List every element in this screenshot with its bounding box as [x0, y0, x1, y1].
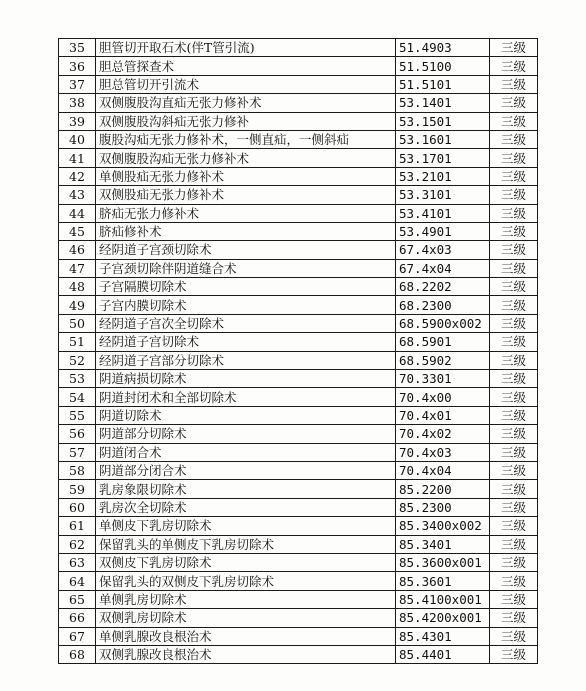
- procedure-code-cell: 53.1501: [396, 112, 490, 130]
- table-row: [59, 388, 538, 406]
- table-row: [59, 609, 538, 627]
- row-number-cell: 46: [59, 241, 96, 259]
- row-number-cell: 48: [59, 278, 96, 296]
- surgery-level-cell: 三级: [490, 278, 538, 296]
- surgery-level-cell: 三级: [490, 609, 538, 627]
- procedure-code-cell: 85.4401: [396, 645, 490, 663]
- table-row: [59, 259, 538, 277]
- surgery-level-cell: 三级: [490, 388, 538, 406]
- row-number-cell: 52: [59, 351, 96, 369]
- procedure-code-cell: 68.5900x002: [396, 314, 490, 332]
- procedure-code-cell: 70.3301: [396, 370, 490, 388]
- table-row: [59, 204, 538, 222]
- surgery-level-cell: 三级: [490, 57, 538, 75]
- procedure-name-cell: 阴道部分闭合术: [96, 461, 396, 479]
- procedure-name-cell: 双侧乳腺改良根治术: [96, 645, 396, 663]
- row-number-cell: 66: [59, 609, 96, 627]
- row-number-cell: 41: [59, 149, 96, 167]
- procedure-name-cell: 双侧乳房切除术: [96, 609, 396, 627]
- table-row: [59, 443, 538, 461]
- surgery-level-cell: 三级: [490, 535, 538, 553]
- procedure-code-cell: 53.2101: [396, 167, 490, 185]
- table-row: [59, 627, 538, 645]
- row-number-cell: 54: [59, 388, 96, 406]
- surgery-level-cell: 三级: [490, 94, 538, 112]
- surgery-level-cell: 三级: [490, 425, 538, 443]
- row-number-cell: 40: [59, 130, 96, 148]
- table-row: [59, 572, 538, 590]
- table-row: [59, 333, 538, 351]
- procedure-name-cell: 脐疝修补术: [96, 222, 396, 240]
- row-number-cell: 53: [59, 370, 96, 388]
- surgery-level-cell: 三级: [490, 149, 538, 167]
- row-number-cell: 61: [59, 517, 96, 535]
- procedure-name-cell: 阴道切除术: [96, 406, 396, 424]
- procedure-name-cell: 经阴道子宫颈切除术: [96, 241, 396, 259]
- procedure-code-cell: 51.4903: [396, 39, 490, 57]
- procedure-name-cell: 子宫颈切除伴阴道缝合术: [96, 259, 396, 277]
- row-number-cell: 38: [59, 94, 96, 112]
- row-number-cell: 39: [59, 112, 96, 130]
- procedure-code-cell: 85.3600x001: [396, 553, 490, 571]
- table-row: [59, 222, 538, 240]
- procedure-name-cell: 双侧腹股沟疝无张力修补术: [96, 149, 396, 167]
- procedure-code-cell: 53.1601: [396, 130, 490, 148]
- row-number-cell: 51: [59, 333, 96, 351]
- procedure-name-cell: 脐疝无张力修补术: [96, 204, 396, 222]
- row-number-cell: 47: [59, 259, 96, 277]
- surgery-level-cell: 三级: [490, 443, 538, 461]
- surgery-level-cell: 三级: [490, 480, 538, 498]
- procedure-code-cell: 85.3401: [396, 535, 490, 553]
- procedure-code-cell: 85.3400x002: [396, 517, 490, 535]
- procedure-name-cell: 胆管切开取石术(伴T管引流): [96, 39, 396, 57]
- procedure-name-cell: 双侧皮下乳房切除术: [96, 553, 396, 571]
- surgery-level-cell: 三级: [490, 259, 538, 277]
- procedure-code-cell: 70.4x00: [396, 388, 490, 406]
- row-number-cell: 67: [59, 627, 96, 645]
- row-number-cell: 63: [59, 553, 96, 571]
- surgery-level-cell: 三级: [490, 498, 538, 516]
- table-row: [59, 241, 538, 259]
- procedure-name-cell: 经阴道子宫切除术: [96, 333, 396, 351]
- surgery-level-cell: 三级: [490, 241, 538, 259]
- procedure-code-cell: 68.2202: [396, 278, 490, 296]
- surgery-level-cell: 三级: [490, 186, 538, 204]
- procedure-code-cell: 70.4x04: [396, 461, 490, 479]
- table-row: [59, 517, 538, 535]
- procedure-code-cell: 67.4x03: [396, 241, 490, 259]
- row-number-cell: 59: [59, 480, 96, 498]
- table-row: [59, 590, 538, 608]
- row-number-cell: 65: [59, 590, 96, 608]
- procedure-code-cell: 85.4200x001: [396, 609, 490, 627]
- table-row: [59, 130, 538, 148]
- procedure-name-cell: 双侧腹股沟直疝无张力修补术: [96, 94, 396, 112]
- procedure-code-cell: 85.3601: [396, 572, 490, 590]
- procedure-table-body: [59, 39, 538, 664]
- surgery-level-cell: 三级: [490, 590, 538, 608]
- procedure-name-cell: 阴道封闭术和全部切除术: [96, 388, 396, 406]
- procedure-name-cell: 经阴道子宫部分切除术: [96, 351, 396, 369]
- procedure-code-cell: 53.4101: [396, 204, 490, 222]
- surgery-level-cell: 三级: [490, 351, 538, 369]
- procedure-name-cell: 胆总管切开引流术: [96, 75, 396, 93]
- procedure-table: [58, 38, 538, 664]
- procedure-name-cell: 阴道部分切除术: [96, 425, 396, 443]
- surgery-level-cell: 三级: [490, 333, 538, 351]
- row-number-cell: 57: [59, 443, 96, 461]
- table-row: [59, 112, 538, 130]
- surgery-level-cell: 三级: [490, 75, 538, 93]
- procedure-code-cell: 53.1401: [396, 94, 490, 112]
- procedure-code-cell: 70.4x01: [396, 406, 490, 424]
- table-row: [59, 296, 538, 314]
- table-row: [59, 425, 538, 443]
- table-row: [59, 39, 538, 57]
- procedure-code-cell: 51.5101: [396, 75, 490, 93]
- procedure-name-cell: 单侧皮下乳房切除术: [96, 517, 396, 535]
- row-number-cell: 42: [59, 167, 96, 185]
- surgery-level-cell: 三级: [490, 204, 538, 222]
- row-number-cell: 60: [59, 498, 96, 516]
- procedure-code-cell: 85.2200: [396, 480, 490, 498]
- table-row: [59, 406, 538, 424]
- procedure-name-cell: 单侧股疝无张力修补术: [96, 167, 396, 185]
- procedure-name-cell: 胆总管探查术: [96, 57, 396, 75]
- row-number-cell: 62: [59, 535, 96, 553]
- table-row: [59, 351, 538, 369]
- procedure-name-cell: 阴道病损切除术: [96, 370, 396, 388]
- surgery-level-cell: 三级: [490, 167, 538, 185]
- procedure-name-cell: 腹股沟疝无张力修补术，一侧直疝，一侧斜疝: [96, 130, 396, 148]
- table-row: [59, 278, 538, 296]
- surgery-level-cell: 三级: [490, 370, 538, 388]
- table-row: [59, 370, 538, 388]
- table-row: [59, 480, 538, 498]
- surgery-level-cell: 三级: [490, 461, 538, 479]
- surgery-level-cell: 三级: [490, 296, 538, 314]
- table-row: [59, 645, 538, 663]
- table-row: [59, 186, 538, 204]
- surgery-level-cell: 三级: [490, 112, 538, 130]
- procedure-name-cell: 子宫隔膜切除术: [96, 278, 396, 296]
- surgery-level-cell: 三级: [490, 130, 538, 148]
- surgery-level-cell: 三级: [490, 627, 538, 645]
- procedure-code-cell: 53.4901: [396, 222, 490, 240]
- procedure-code-cell: 68.2300: [396, 296, 490, 314]
- procedure-name-cell: 保留乳头的单侧皮下乳房切除术: [96, 535, 396, 553]
- procedure-name-cell: 双侧股疝无张力修补术: [96, 186, 396, 204]
- procedure-name-cell: 乳房象限切除术: [96, 480, 396, 498]
- procedure-code-cell: 85.4100x001: [396, 590, 490, 608]
- table-row: [59, 461, 538, 479]
- row-number-cell: 45: [59, 222, 96, 240]
- row-number-cell: 56: [59, 425, 96, 443]
- procedure-code-cell: 70.4x02: [396, 425, 490, 443]
- table-row: [59, 314, 538, 332]
- row-number-cell: 55: [59, 406, 96, 424]
- row-number-cell: 64: [59, 572, 96, 590]
- procedure-name-cell: 单侧乳房切除术: [96, 590, 396, 608]
- procedure-name-cell: 双侧腹股沟斜疝无张力修补: [96, 112, 396, 130]
- procedure-name-cell: 乳房次全切除术: [96, 498, 396, 516]
- procedure-name-cell: 经阴道子宫次全切除术: [96, 314, 396, 332]
- procedure-code-cell: 68.5901: [396, 333, 490, 351]
- table-row: [59, 498, 538, 516]
- procedure-code-cell: 53.1701: [396, 149, 490, 167]
- procedure-code-cell: 85.4301: [396, 627, 490, 645]
- surgery-level-cell: 三级: [490, 314, 538, 332]
- table-row: [59, 149, 538, 167]
- surgery-level-cell: 三级: [490, 222, 538, 240]
- row-number-cell: 36: [59, 57, 96, 75]
- procedure-code-cell: 67.4x04: [396, 259, 490, 277]
- table-row: [59, 167, 538, 185]
- procedure-name-cell: 子宫内膜切除术: [96, 296, 396, 314]
- table-row: [59, 94, 538, 112]
- procedure-code-cell: 51.5100: [396, 57, 490, 75]
- table-row: [59, 535, 538, 553]
- row-number-cell: 35: [59, 39, 96, 57]
- row-number-cell: 50: [59, 314, 96, 332]
- surgery-level-cell: 三级: [490, 406, 538, 424]
- surgery-level-cell: 三级: [490, 572, 538, 590]
- table-row: [59, 57, 538, 75]
- table-row: [59, 553, 538, 571]
- procedure-code-cell: 85.2300: [396, 498, 490, 516]
- surgery-level-cell: 三级: [490, 553, 538, 571]
- table-row: [59, 75, 538, 93]
- procedure-name-cell: 单侧乳腺改良根治术: [96, 627, 396, 645]
- row-number-cell: 58: [59, 461, 96, 479]
- procedure-code-cell: 70.4x03: [396, 443, 490, 461]
- row-number-cell: 49: [59, 296, 96, 314]
- procedure-code-cell: 53.3101: [396, 186, 490, 204]
- procedure-name-cell: 阴道闭合术: [96, 443, 396, 461]
- row-number-cell: 37: [59, 75, 96, 93]
- procedure-name-cell: 保留乳头的双侧皮下乳房切除术: [96, 572, 396, 590]
- procedure-code-cell: 68.5902: [396, 351, 490, 369]
- surgery-level-cell: 三级: [490, 645, 538, 663]
- surgery-level-cell: 三级: [490, 517, 538, 535]
- row-number-cell: 44: [59, 204, 96, 222]
- row-number-cell: 43: [59, 186, 96, 204]
- row-number-cell: 68: [59, 645, 96, 663]
- surgery-level-cell: 三级: [490, 39, 538, 57]
